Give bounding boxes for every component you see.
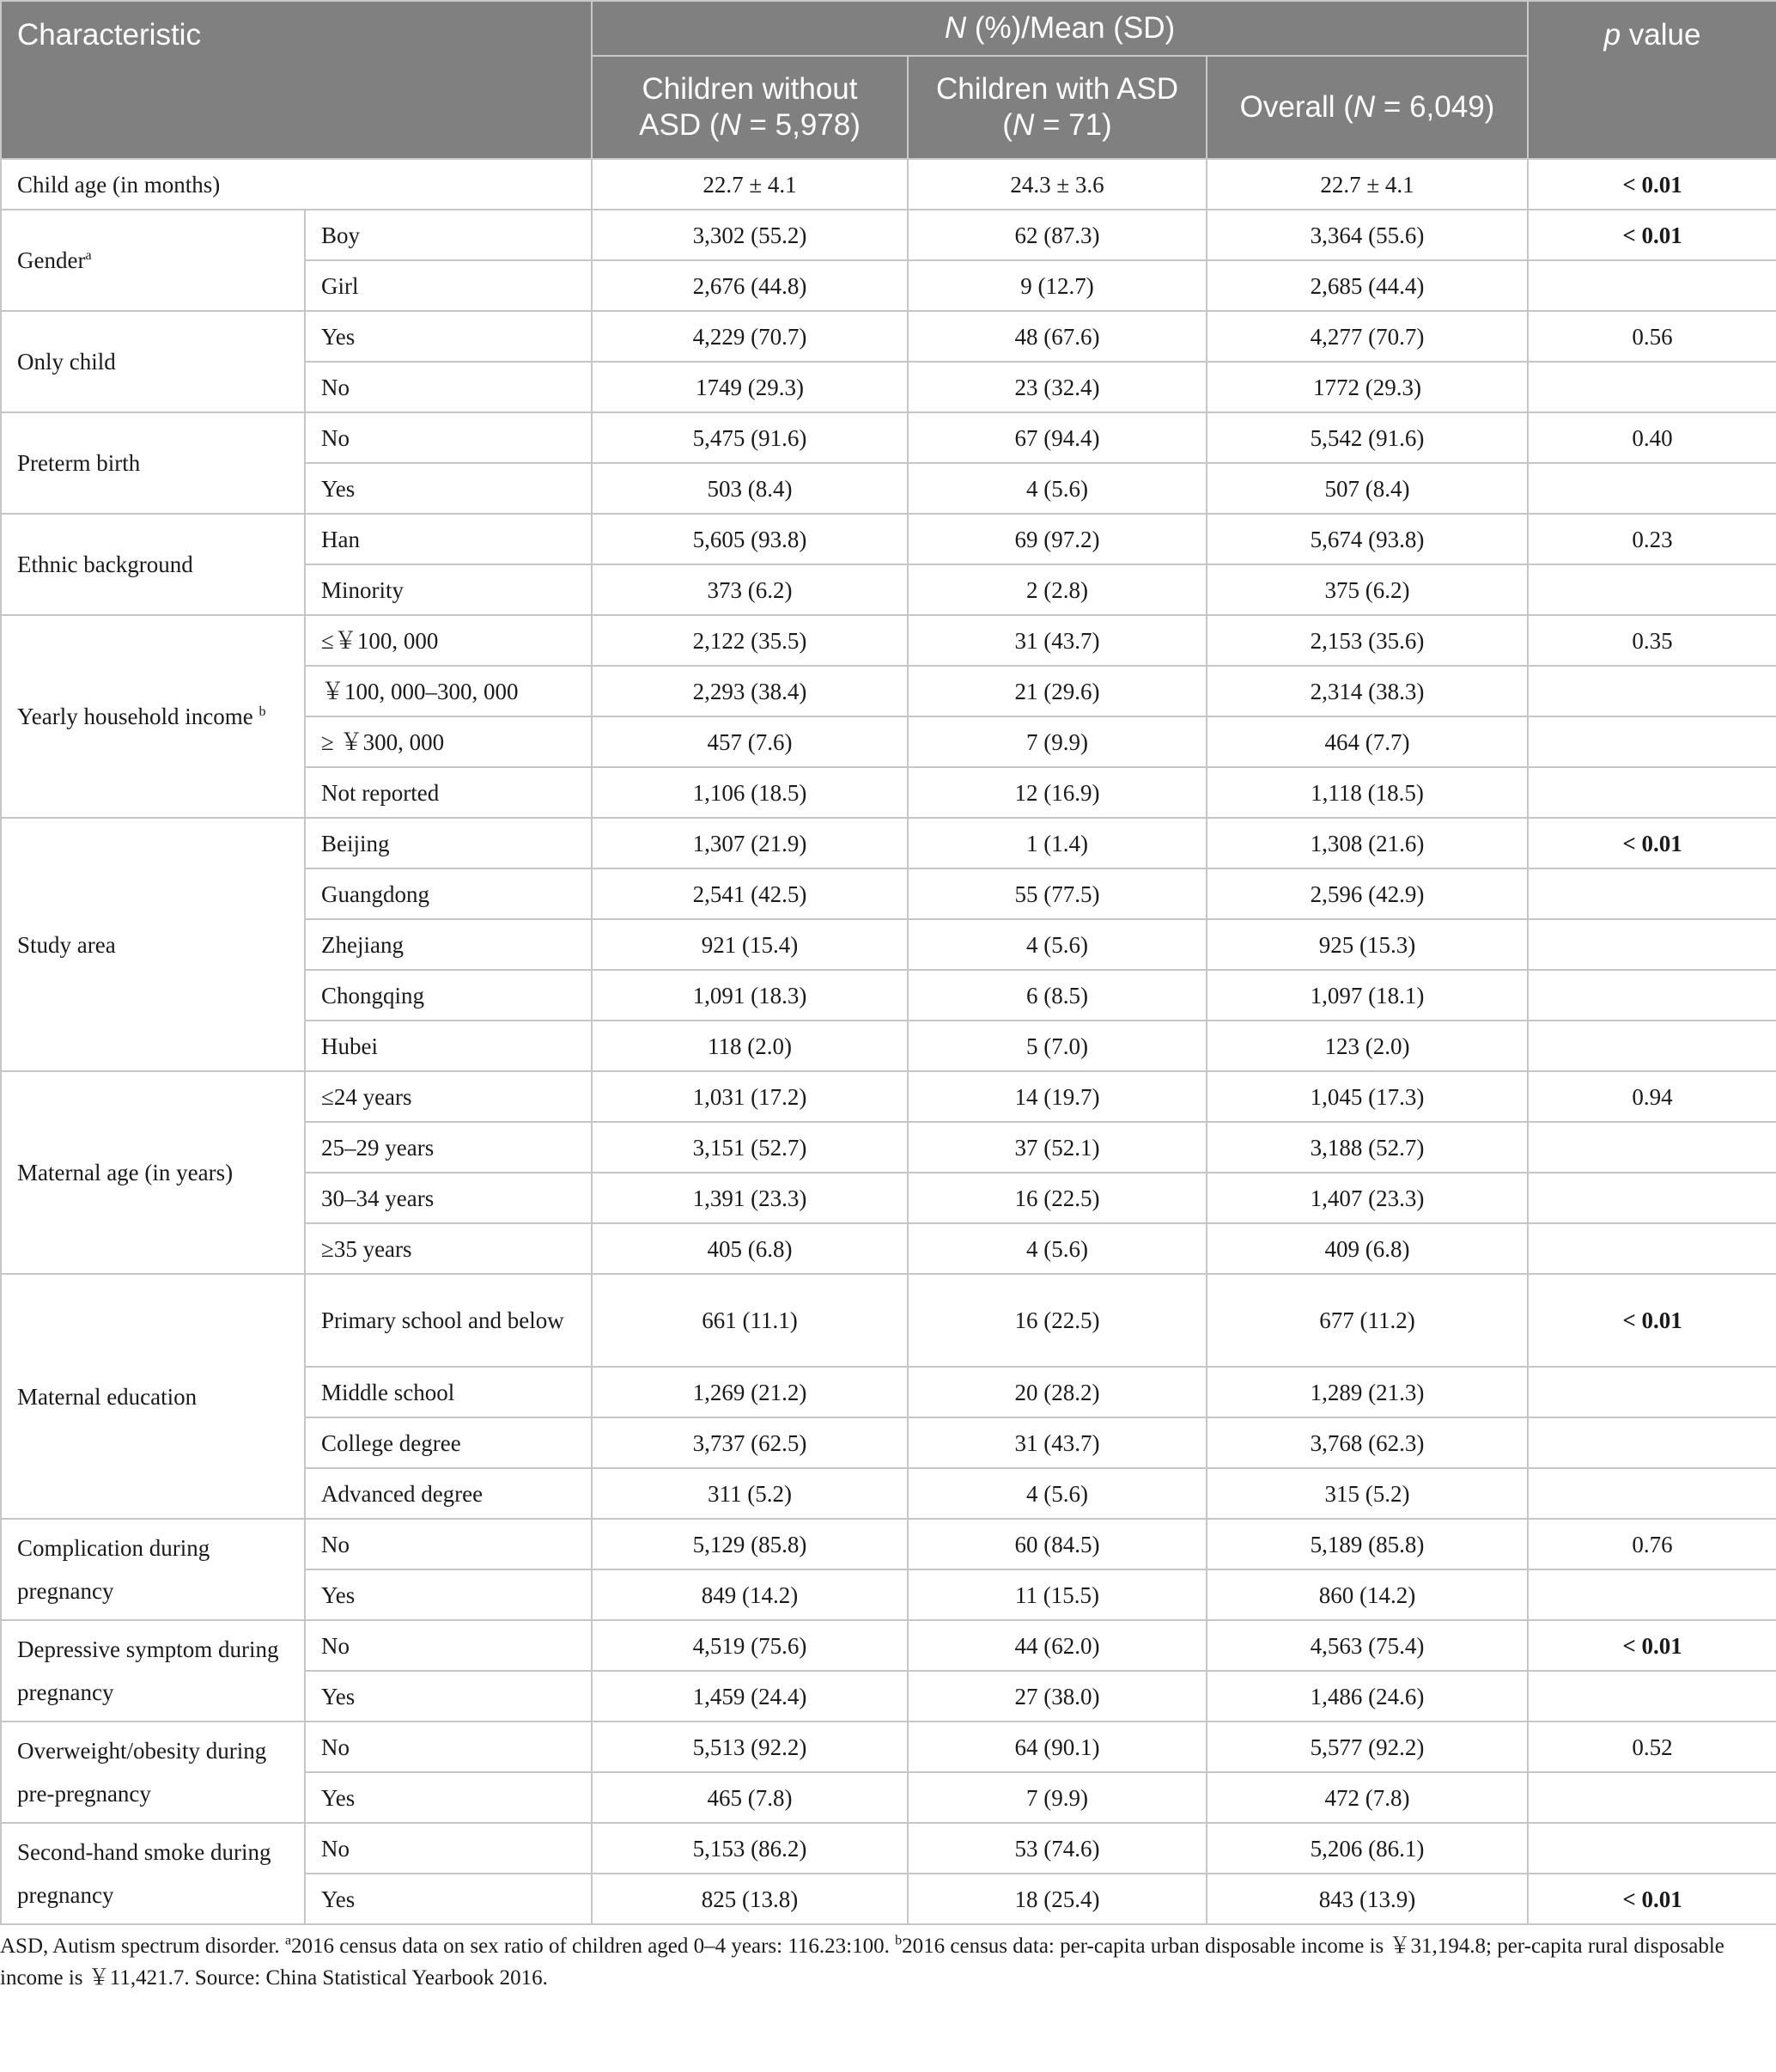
subcategory-cell: Yes (305, 1671, 592, 1722)
overall-cell: 5,577 (92.2) (1207, 1722, 1528, 1772)
p-value-cell: 0.94 (1528, 1071, 1776, 1122)
without-asd-cell: 5,605 (93.8) (592, 514, 908, 564)
footnote-marker: b (258, 704, 266, 719)
with-asd-cell: 7 (9.9) (908, 716, 1207, 767)
without-asd-cell: 3,302 (55.2) (592, 210, 908, 260)
characteristic-cell (1, 1620, 305, 1722)
subcategory-cell: Advanced degree (305, 1468, 592, 1519)
overall-cell: 2,153 (35.6) (1207, 615, 1528, 666)
without-asd-cell: 311 (5.2) (592, 1468, 908, 1519)
characteristic-cell (1, 615, 305, 818)
overall-cell: 123 (2.0) (1207, 1021, 1528, 1071)
p-value-cell: < 0.01 (1528, 1620, 1776, 1671)
without-asd-cell: 1,459 (24.4) (592, 1671, 908, 1722)
subcategory-cell: 30–34 years (305, 1173, 592, 1223)
table-row (1, 615, 1776, 666)
subcategory-cell: Yes (305, 1569, 592, 1620)
p-value-cell (1528, 1173, 1776, 1223)
subcategory-cell: Yes (305, 1874, 592, 1924)
without-asd-cell: 5,513 (92.2) (592, 1722, 908, 1772)
characteristic-label: Maternal age (in years) (17, 1160, 234, 1185)
with-asd-cell: 69 (97.2) (908, 514, 1207, 564)
p-value-cell (1528, 1223, 1776, 1274)
with-asd-cell: 14 (19.7) (908, 1071, 1207, 1122)
with-asd-cell: 2 (2.8) (908, 564, 1207, 615)
with-asd-cell: 31 (43.7) (908, 615, 1207, 666)
characteristic-label: Child age (in months) (17, 171, 221, 198)
without-asd-cell: 405 (6.8) (592, 1223, 908, 1274)
without-asd-cell: 1,269 (21.2) (592, 1367, 908, 1417)
without-asd-cell: 2,293 (38.4) (592, 666, 908, 716)
with-asd-cell: 6 (8.5) (908, 970, 1207, 1021)
subcategory-cell: ≤￥100, 000 (305, 615, 592, 666)
subcategory-cell: Chongqing (305, 970, 592, 1021)
subcategory-cell: ≥ ￥300, 000 (305, 716, 592, 767)
with-asd-cell: 4 (5.6) (908, 1223, 1207, 1274)
overall-cell: 677 (11.2) (1207, 1274, 1528, 1367)
with-asd-cell: 1 (1.4) (908, 818, 1207, 868)
overall-cell: 375 (6.2) (1207, 564, 1528, 615)
characteristic-cell (1, 311, 305, 412)
table-row (1, 818, 1776, 868)
p-value-cell: < 0.01 (1528, 159, 1776, 210)
characteristic-label: Gender (17, 247, 86, 273)
subcategory-cell: Primary school and below (305, 1274, 592, 1367)
with-asd-cell: 5 (7.0) (908, 1021, 1207, 1071)
subcategory-cell: Minority (305, 564, 592, 615)
p-value-cell (1528, 716, 1776, 767)
characteristic-label: Maternal education (17, 1383, 198, 1410)
characteristic-label: Overweight/obesity during pre-pregnancy (17, 1738, 267, 1807)
subcategory-cell: Zhejiang (305, 919, 592, 970)
with-asd-cell: 53 (74.6) (908, 1823, 1207, 1874)
subcategory-cell: Girl (305, 260, 592, 311)
table-footnote: ASD, Autism spectrum disorder. $^a$2016 census data on sex ratio of children aged 0–4 years: 116.23:100. $^b$2016 census data: per-capita urban disposable income is ￥31,194.8; per-capita rural disposable income is ￥11,421.7. Source: China Statistical Yearbook 2016. (0, 1933, 1724, 1990)
p-value-cell (1528, 868, 1776, 919)
with-asd-cell: 21 (29.6) (908, 666, 1207, 716)
without-asd-cell: 1,307 (21.9) (592, 818, 908, 868)
p-value-cell (1528, 362, 1776, 412)
without-asd-cell: 5,475 (91.6) (592, 412, 908, 463)
without-asd-cell: 825 (13.8) (592, 1874, 908, 1924)
without-asd-cell: 5,129 (85.8) (592, 1519, 908, 1569)
characteristic-label: Complication during pregnancy (17, 1535, 210, 1604)
subcategory-cell: College degree (305, 1417, 592, 1468)
without-asd-cell: 2,541 (42.5) (592, 868, 908, 919)
characteristic-label: Ethnic background (17, 552, 193, 577)
with-asd-cell: 67 (94.4) (908, 412, 1207, 463)
p-value-cell (1528, 564, 1776, 615)
without-asd-cell: 1,091 (18.3) (592, 970, 908, 1021)
without-asd-cell: 2,676 (44.8) (592, 260, 908, 311)
overall-cell: 5,189 (85.8) (1207, 1519, 1528, 1569)
with-asd-cell: 4 (5.6) (908, 919, 1207, 970)
with-asd-cell: 20 (28.2) (908, 1367, 1207, 1417)
overall-cell: 3,188 (52.7) (1207, 1122, 1528, 1173)
with-asd-cell: 37 (52.1) (908, 1122, 1207, 1173)
p-value-cell (1528, 463, 1776, 514)
with-asd-cell: 31 (43.7) (908, 1417, 1207, 1468)
subcategory-cell: No (305, 1823, 592, 1874)
p-value-cell: < 0.01 (1528, 1274, 1776, 1367)
without-asd-cell: 4,229 (70.7) (592, 311, 908, 362)
without-asd-cell: 1,106 (18.5) (592, 767, 908, 818)
subcategory-cell: ￥100, 000–300, 000 (305, 666, 592, 716)
with-asd-cell: 23 (32.4) (908, 362, 1207, 412)
p-value-cell: < 0.01 (1528, 210, 1776, 260)
p-value-cell: 0.76 (1528, 1519, 1776, 1569)
with-asd-cell: 60 (84.5) (908, 1519, 1207, 1569)
subcategory-cell: Boy (305, 210, 592, 260)
overall-cell: 4,277 (70.7) (1207, 311, 1528, 362)
with-asd-cell: 16 (22.5) (908, 1274, 1207, 1367)
with-asd-cell: 48 (67.6) (908, 311, 1207, 362)
subcategory-cell: Yes (305, 1772, 592, 1823)
with-asd-cell: 27 (38.0) (908, 1671, 1207, 1722)
p-value-cell (1528, 1468, 1776, 1519)
with-asd-cell: 11 (15.5) (908, 1569, 1207, 1620)
characteristic-cell (1, 1823, 305, 1924)
with-asd-cell: 24.3 ± 3.6 (908, 159, 1207, 210)
p-value-cell (1528, 1772, 1776, 1823)
with-asd-cell: 62 (87.3) (908, 210, 1207, 260)
overall-cell: 5,206 (86.1) (1207, 1823, 1528, 1874)
table-row (1, 159, 1776, 210)
subcategory-cell: Yes (305, 463, 592, 514)
p-value-cell: 0.52 (1528, 1722, 1776, 1772)
table-row (1, 1722, 1776, 1772)
with-asd-cell: 44 (62.0) (908, 1620, 1207, 1671)
subcategory-cell: Middle school (305, 1367, 592, 1417)
subcategory-cell: No (305, 362, 592, 412)
without-asd-cell: 921 (15.4) (592, 919, 908, 970)
p-value-cell: < 0.01 (1528, 818, 1776, 868)
subcategory-cell: No (305, 1519, 592, 1569)
p-value-cell (1528, 1122, 1776, 1173)
p-value-cell (1528, 666, 1776, 716)
p-value-cell: 0.40 (1528, 412, 1776, 463)
footnote-marker: a (85, 248, 92, 263)
header-characteristic: Characteristic (1, 1, 592, 159)
with-asd-cell: 18 (25.4) (908, 1874, 1207, 1924)
overall-cell: 860 (14.2) (1207, 1569, 1528, 1620)
table-row (1, 1071, 1776, 1122)
subcategory-cell: 25–29 years (305, 1122, 592, 1173)
header-group-label: N (%)/Mean (SD) (592, 1, 1528, 56)
p-value-cell (1528, 1823, 1776, 1874)
characteristic-cell (1, 412, 305, 514)
characteristic-label: Second-hand smoke during pregnancy (17, 1839, 271, 1908)
header-p-value: p value (1528, 1, 1776, 159)
without-asd-cell: 503 (8.4) (592, 463, 908, 514)
with-asd-cell: 4 (5.6) (908, 1468, 1207, 1519)
subcategory-cell: No (305, 1722, 592, 1772)
overall-cell: 5,674 (93.8) (1207, 514, 1528, 564)
table-row (1, 311, 1776, 362)
without-asd-cell: 465 (7.8) (592, 1772, 908, 1823)
overall-cell: 22.7 ± 4.1 (1207, 159, 1528, 210)
overall-cell: 1,486 (24.6) (1207, 1671, 1528, 1722)
overall-cell: 3,364 (55.6) (1207, 210, 1528, 260)
overall-cell: 1772 (29.3) (1207, 362, 1528, 412)
subcategory-cell: Yes (305, 311, 592, 362)
characteristic-label: Preterm birth (17, 450, 141, 476)
characteristic-cell (1, 1071, 305, 1274)
subcategory-cell: Beijing (305, 818, 592, 868)
without-asd-cell: 3,737 (62.5) (592, 1417, 908, 1468)
with-asd-cell: 64 (90.1) (908, 1722, 1207, 1772)
with-asd-cell: 4 (5.6) (908, 463, 1207, 514)
table-row (1, 1823, 1776, 1874)
characteristic-label: Yearly household income (17, 704, 259, 729)
overall-cell: 1,308 (21.6) (1207, 818, 1528, 868)
p-value-cell: 0.35 (1528, 615, 1776, 666)
subcategory-cell: No (305, 1620, 592, 1671)
p-value-cell: 0.23 (1528, 514, 1776, 564)
overall-cell: 2,685 (44.4) (1207, 260, 1528, 311)
characteristic-cell (1, 159, 592, 210)
p-value-cell (1528, 1417, 1776, 1468)
p-value-cell (1528, 970, 1776, 1021)
characteristic-cell (1, 818, 305, 1071)
overall-cell: 1,045 (17.3) (1207, 1071, 1528, 1122)
table-row (1, 1620, 1776, 1671)
overall-cell: 409 (6.8) (1207, 1223, 1528, 1274)
table-header (1, 1, 1776, 159)
characteristic-cell (1, 514, 305, 615)
with-asd-cell: 55 (77.5) (908, 868, 1207, 919)
without-asd-cell: 1749 (29.3) (592, 362, 908, 412)
p-value-cell (1528, 767, 1776, 818)
with-asd-cell: 9 (12.7) (908, 260, 1207, 311)
overall-cell: 315 (5.2) (1207, 1468, 1528, 1519)
without-asd-cell: 1,391 (23.3) (592, 1173, 908, 1223)
overall-cell: 1,407 (23.3) (1207, 1173, 1528, 1223)
with-asd-cell: 7 (9.9) (908, 1772, 1207, 1823)
p-value-cell (1528, 1367, 1776, 1417)
table-body (1, 159, 1776, 1924)
p-value-cell (1528, 1021, 1776, 1071)
subcategory-cell: Guangdong (305, 868, 592, 919)
overall-cell: 1,289 (21.3) (1207, 1367, 1528, 1417)
without-asd-cell: 118 (2.0) (592, 1021, 908, 1071)
p-value-cell: < 0.01 (1528, 1874, 1776, 1924)
subcategory-cell: No (305, 412, 592, 463)
subcategory-cell: Hubei (305, 1021, 592, 1071)
overall-cell: 4,563 (75.4) (1207, 1620, 1528, 1671)
overall-cell: 2,314 (38.3) (1207, 666, 1528, 716)
subcategory-cell: Not reported (305, 767, 592, 818)
overall-cell: 472 (7.8) (1207, 1772, 1528, 1823)
overall-cell: 2,596 (42.9) (1207, 868, 1528, 919)
with-asd-cell: 12 (16.9) (908, 767, 1207, 818)
subcategory-cell: ≥35 years (305, 1223, 592, 1274)
without-asd-cell: 2,122 (35.5) (592, 615, 908, 666)
overall-cell: 925 (15.3) (1207, 919, 1528, 970)
table-row (1, 1519, 1776, 1569)
p-value-cell (1528, 260, 1776, 311)
characteristic-label: Only child (17, 349, 116, 375)
header-children-with-asd: Children with ASD (N = 71) (908, 56, 1207, 159)
overall-cell: 1,118 (18.5) (1207, 767, 1528, 818)
without-asd-cell: 5,153 (86.2) (592, 1823, 908, 1874)
without-asd-cell: 4,519 (75.6) (592, 1620, 908, 1671)
overall-cell: 507 (8.4) (1207, 463, 1528, 514)
without-asd-cell: 849 (14.2) (592, 1569, 908, 1620)
header-overall: Overall (N = 6,049) (1207, 56, 1528, 159)
table-row (1, 1274, 1776, 1367)
p-value-cell (1528, 1671, 1776, 1722)
without-asd-cell: 22.7 ± 4.1 (592, 159, 908, 210)
without-asd-cell: 457 (7.6) (592, 716, 908, 767)
characteristic-label: Study area (17, 931, 116, 958)
characteristic-cell (1, 1519, 305, 1620)
without-asd-cell: 661 (11.1) (592, 1274, 908, 1367)
without-asd-cell: 3,151 (52.7) (592, 1122, 908, 1173)
characteristic-cell (1, 210, 305, 311)
characteristic-cell (1, 1274, 305, 1519)
characteristic-cell (1, 1722, 305, 1823)
table-row (1, 514, 1776, 564)
without-asd-cell: 1,031 (17.2) (592, 1071, 908, 1122)
overall-cell: 464 (7.7) (1207, 716, 1528, 767)
table-row (1, 210, 1776, 260)
p-value-cell (1528, 1569, 1776, 1620)
subcategory-cell: ≤24 years (305, 1071, 592, 1122)
p-value-cell (1528, 919, 1776, 970)
header-children-without-asd: Children without ASD (N = 5,978) (592, 56, 908, 159)
overall-cell: 843 (13.9) (1207, 1874, 1528, 1924)
without-asd-cell: 373 (6.2) (592, 564, 908, 615)
table-row (1, 412, 1776, 463)
overall-cell: 5,542 (91.6) (1207, 412, 1528, 463)
p-value-cell: 0.56 (1528, 311, 1776, 362)
with-asd-cell: 16 (22.5) (908, 1173, 1207, 1223)
overall-cell: 1,097 (18.1) (1207, 970, 1528, 1021)
subcategory-cell: Han (305, 514, 592, 564)
characteristic-label: Depressive symptom during pregnancy (17, 1636, 279, 1705)
overall-cell: 3,768 (62.3) (1207, 1417, 1528, 1468)
